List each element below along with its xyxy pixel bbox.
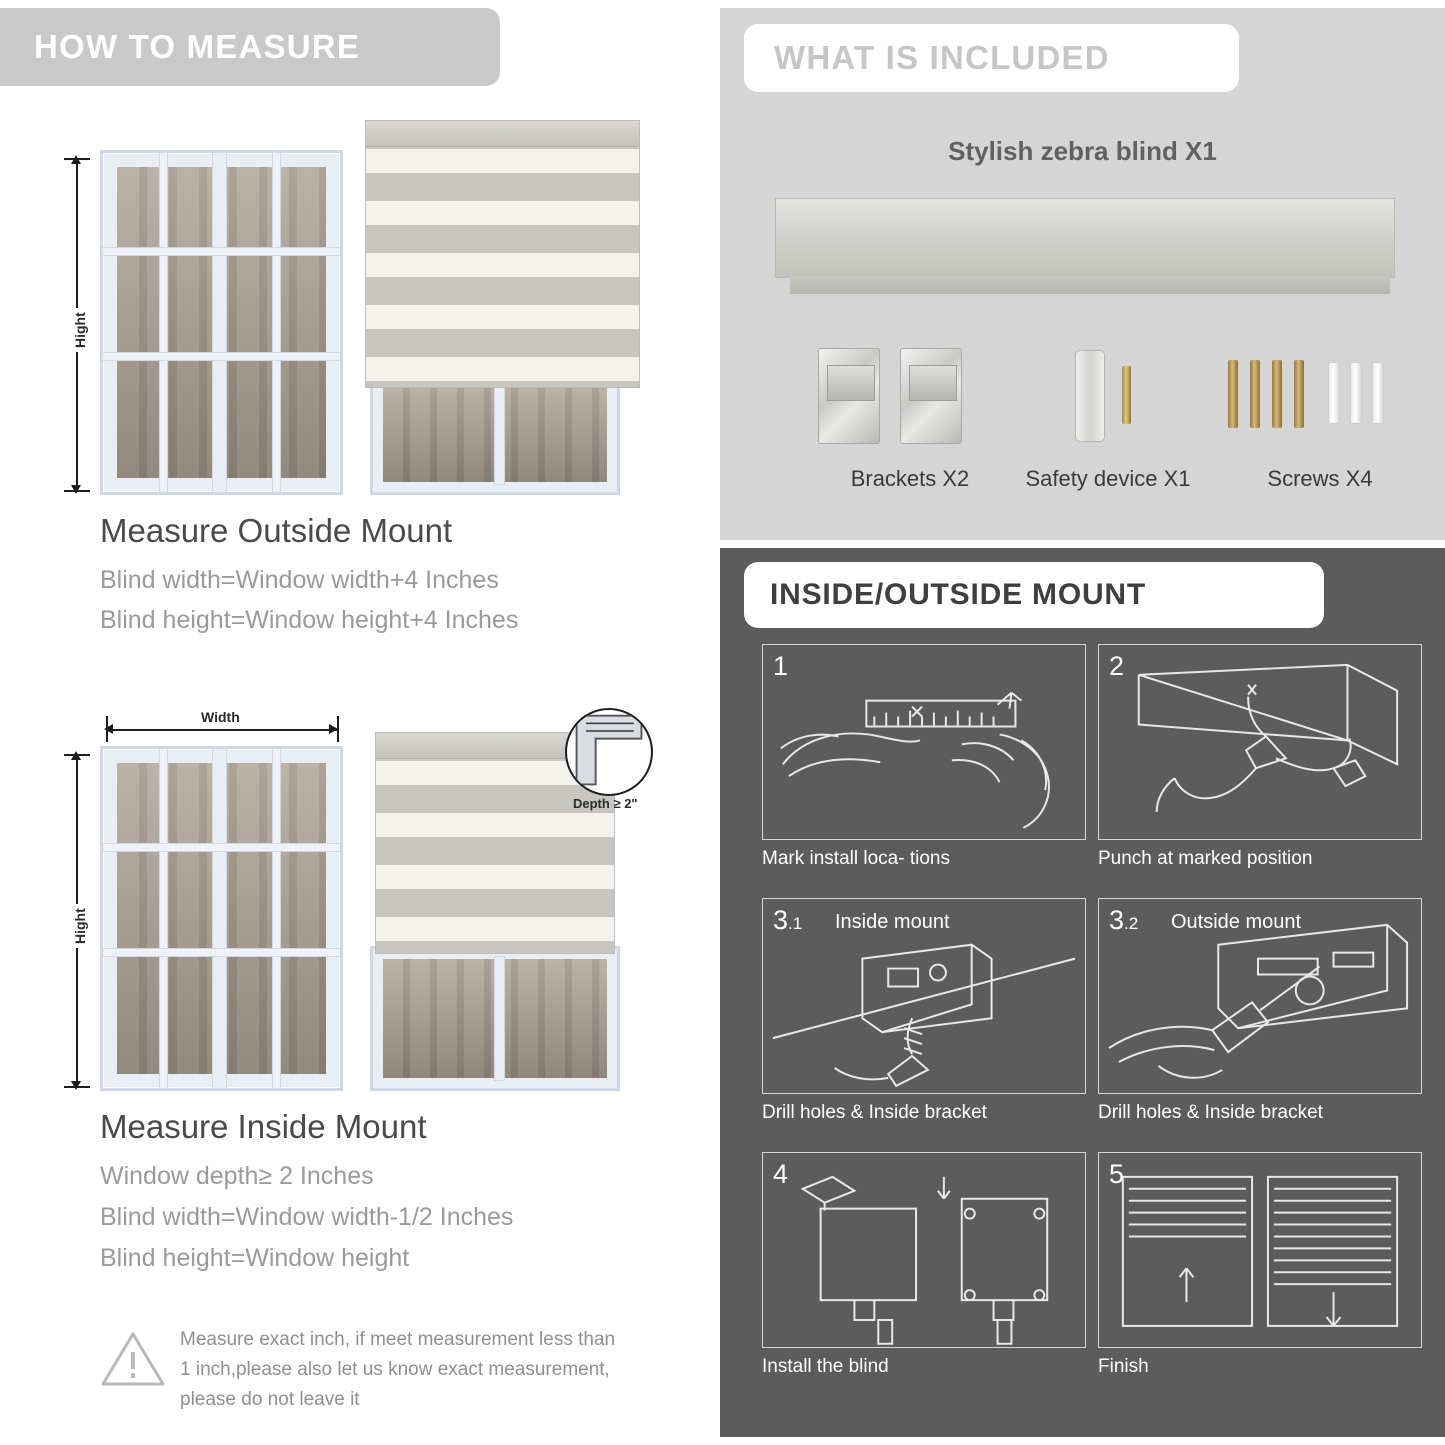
anchor-icon <box>1350 362 1362 424</box>
product-name: Stylish zebra blind X1 <box>948 136 1217 166</box>
lower-sash-divider-inside <box>495 957 504 1080</box>
zebra-blind-outside <box>365 120 640 388</box>
screw-icon <box>1250 360 1260 428</box>
inside-mount-title: Measure Inside Mount <box>100 1108 427 1145</box>
safety-device-icon <box>1075 350 1105 442</box>
outside-height-label: Hight <box>72 308 88 352</box>
inside-width-tick-right <box>337 716 339 742</box>
what-is-included-panel <box>720 8 1445 540</box>
how-to-measure-column <box>0 0 712 1445</box>
step-2 <box>1098 644 1422 840</box>
measurement-note-text: Measure exact inch, if meet measurement less than 1 inch,please also let us know exact measurement, please do not leave it <box>180 1329 616 1410</box>
step-1 <box>762 644 1086 840</box>
step-2-caption: Punch at marked position <box>1098 848 1313 869</box>
mullion-h-1 <box>103 248 340 255</box>
drill-icon <box>1099 645 1421 840</box>
step-3-1-inline: Inside mount <box>835 911 950 933</box>
inside-mount-line1: Window depth≥ 2 Inches <box>100 1162 374 1190</box>
inside-mount-line2: Blind width=Window width-1/2 Inches <box>100 1203 514 1231</box>
step-5-caption: Finish <box>1098 1356 1149 1377</box>
mullion-v-1 <box>160 153 167 492</box>
step-3-1-number: 3.1 <box>773 905 803 935</box>
step-3-2 <box>1098 898 1422 1094</box>
finished-blinds-icon <box>1099 1153 1421 1348</box>
outside-mount-line1: Blind width=Window width+4 Inches <box>100 566 499 594</box>
step-4-number: 4 <box>773 1159 789 1189</box>
inside-height-arrow-up <box>71 751 81 760</box>
inside-outside-mount-header <box>744 562 1324 628</box>
screws-label: Screws X4 <box>1267 466 1373 491</box>
height-arrow-up <box>71 155 81 164</box>
safety-device-part <box>1050 348 1170 448</box>
depth-label: Depth ≥ 2" <box>573 796 638 811</box>
step-4-caption: Install the blind <box>762 1356 889 1377</box>
right-column <box>712 0 1445 1445</box>
inside-mount-line3: Blind height=Window height <box>100 1244 410 1272</box>
bracket-drill-icon <box>763 899 1085 1094</box>
mullion-v-3 <box>160 749 167 1088</box>
screws-part <box>1220 348 1420 448</box>
outside-mount-line2: Blind height=Window height+4 Inches <box>100 606 519 634</box>
hand-tape-measure-icon <box>763 645 1085 840</box>
sash-divider <box>213 153 226 492</box>
what-is-included-header <box>744 24 1239 92</box>
screw-icon <box>1294 360 1304 428</box>
bracket-icon <box>900 348 962 444</box>
blind-product-image <box>775 198 1395 278</box>
step-3-1 <box>762 898 1086 1094</box>
step-3-2-number: 3.2 <box>1109 905 1139 935</box>
mullion-h-4 <box>103 949 340 956</box>
lower-window-inside <box>370 946 620 1091</box>
inside-height-tick-bottom <box>64 1086 90 1088</box>
safety-device-label: Safety device X1 <box>1025 466 1191 491</box>
sash-divider-inside <box>213 749 226 1088</box>
blind-headrail <box>366 121 639 147</box>
inside-mount-illustration <box>0 696 712 1096</box>
window-outside <box>100 150 343 495</box>
screw-icon <box>1272 360 1282 428</box>
window-inside <box>100 746 343 1091</box>
height-tick-bottom <box>64 490 90 492</box>
step-3-1-caption: Drill holes & Inside bracket <box>762 1102 987 1123</box>
install-blind-icon <box>763 1153 1085 1348</box>
inside-width-tick-left <box>106 716 108 742</box>
step-1-number: 1 <box>773 651 789 681</box>
inside-height-label: Hight <box>72 904 88 948</box>
brackets-label: Brackets X2 <box>850 466 970 491</box>
bracket-icon <box>818 348 880 444</box>
anchor-icon <box>1328 362 1340 424</box>
lower-sash-divider <box>495 384 504 484</box>
step-3-2-inline: Outside mount <box>1171 911 1302 933</box>
outside-mount-illustration <box>0 100 712 500</box>
screw-icon <box>1122 366 1131 424</box>
inside-outside-mount-panel <box>720 548 1445 1437</box>
how-to-measure-header <box>0 8 500 86</box>
inside-width-label: Width <box>196 709 245 725</box>
step-4 <box>762 1152 1086 1348</box>
mullion-h-2 <box>103 353 340 360</box>
outside-mount-title: Measure Outside Mount <box>100 512 453 549</box>
inside-outside-mount-title: INSIDE/OUTSIDE MOUNT <box>770 578 1147 611</box>
what-is-included-title: WHAT IS INCLUDED <box>774 39 1110 76</box>
blind-product-bottom <box>790 276 1390 294</box>
screwdriver-icon <box>1099 899 1421 1094</box>
lower-window-outside <box>370 373 620 495</box>
mullion-v-4 <box>273 749 280 1088</box>
anchor-icon <box>1372 362 1384 424</box>
step-5-number: 5 <box>1109 1159 1125 1189</box>
warning-triangle-icon <box>100 1329 166 1389</box>
step-3-2-caption: Drill holes & Inside bracket <box>1098 1102 1323 1123</box>
how-to-measure-title: HOW TO MEASURE <box>34 28 361 65</box>
brackets-part <box>800 348 1020 448</box>
screw-icon <box>1228 360 1238 428</box>
step-1-caption: Mark install loca- tions <box>762 848 950 869</box>
step-2-number: 2 <box>1109 651 1125 681</box>
height-tick-top <box>64 158 90 160</box>
inside-width-arrow-line <box>106 729 338 731</box>
inside-height-tick-top <box>64 754 90 756</box>
mullion-h-3 <box>103 844 340 851</box>
step-5 <box>1098 1152 1422 1348</box>
mullion-v-2 <box>273 153 280 492</box>
depth-detail-circle <box>565 708 653 796</box>
depth-detail-icon <box>567 710 651 794</box>
